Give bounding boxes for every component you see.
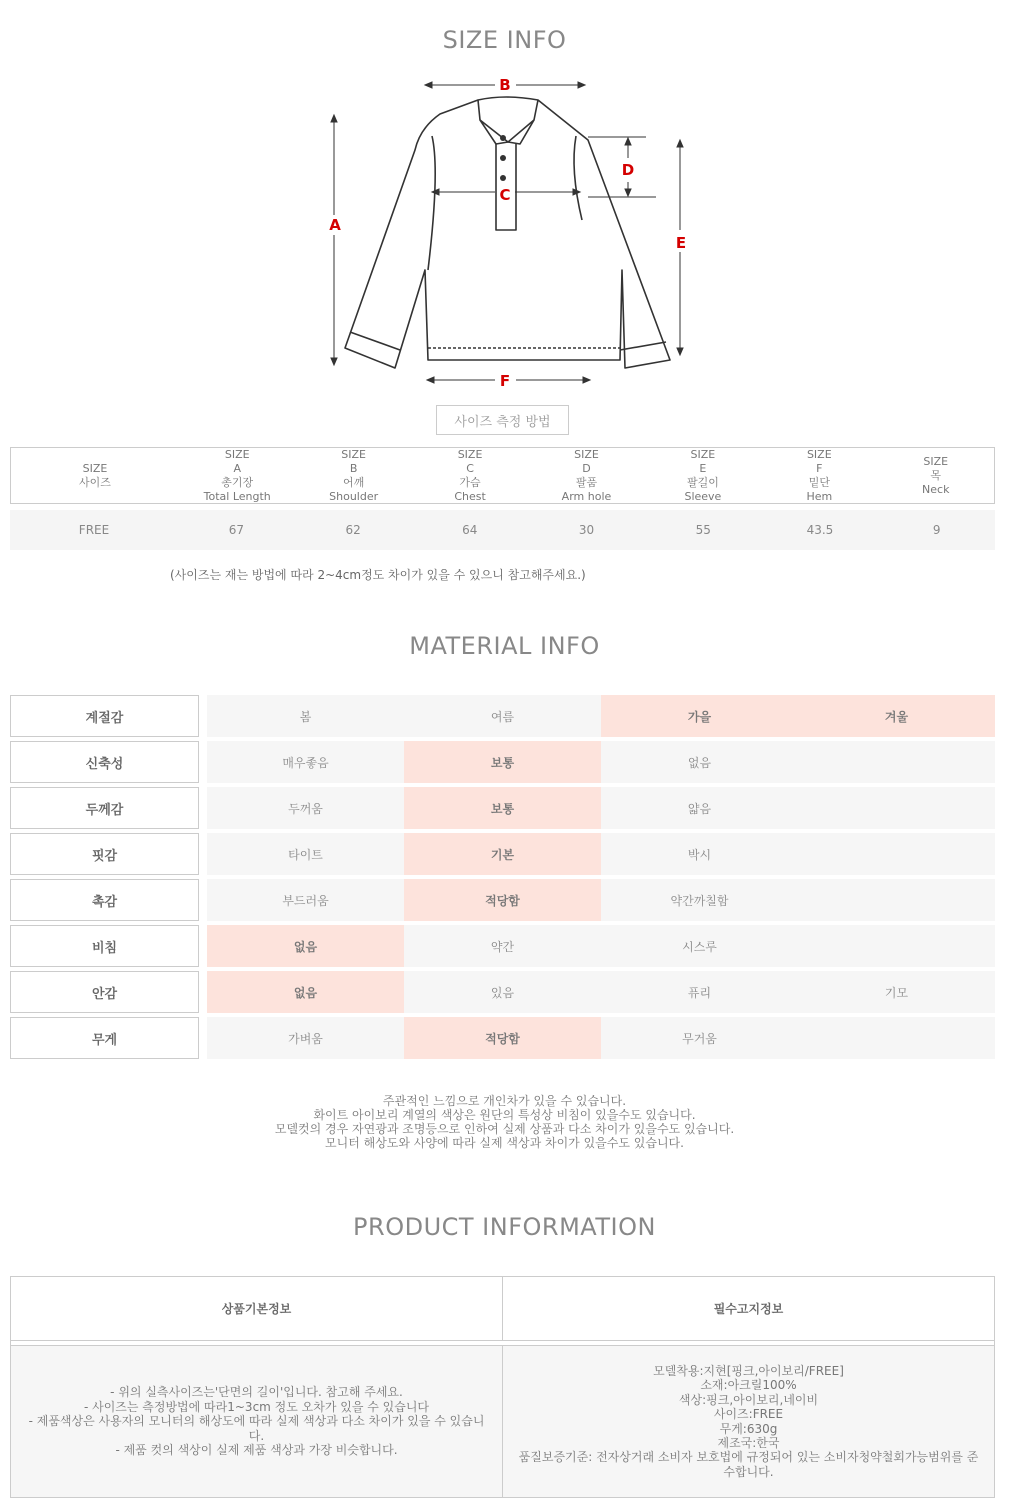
material-options: [207, 971, 995, 1013]
size-header-text: Shoulder: [329, 489, 379, 503]
size-header-text: Hem: [806, 489, 833, 503]
note-line: 주관적인 느낌으로 개인차가 있을 수 있습니다.: [382, 1094, 627, 1108]
material-label: 핏감: [10, 833, 199, 875]
material-option: 퓨리: [687, 985, 712, 1000]
product-info-body: [11, 1345, 994, 1497]
material-option: [798, 879, 995, 921]
size-header-text: Arm hole: [561, 489, 612, 503]
material-option: 가벼움: [288, 1031, 323, 1046]
size-header-text: 총기장: [221, 475, 254, 489]
material-label: 비침: [10, 925, 199, 967]
required-info-text: [502, 1346, 994, 1497]
size-note: (사이즈는 재는 방법에 따라 2~4cm정도 차이가 있을 수 있으니 참고해주세요.): [170, 568, 586, 582]
size-header-text: SIZE: [457, 447, 483, 461]
material-label: 안감: [10, 971, 199, 1013]
size-value-cell: FREE: [78, 523, 110, 537]
label-a: A: [329, 216, 341, 234]
size-header-text: SIZE: [690, 447, 716, 461]
material-row: [10, 1017, 995, 1059]
size-header-cell: [295, 448, 411, 503]
size-header-text: 사이즈: [79, 475, 111, 489]
size-header-text: 어깨: [343, 475, 365, 489]
material-option: [798, 925, 995, 967]
required-info-line: 소재:아크릴100%: [700, 1378, 797, 1393]
size-value-cell: 9: [932, 523, 941, 537]
note-line: 모델컷의 경우 자연광과 조명등으로 인하여 실제 상품과 다소 차이가 있을수도 있습니다.: [274, 1122, 735, 1136]
material-option-selected: 보통: [404, 787, 601, 829]
material-option: 무거움: [682, 1031, 717, 1046]
size-header-text: SIZE: [82, 461, 108, 475]
material-option: [798, 833, 995, 875]
material-option: 있음: [490, 985, 515, 1000]
material-label: 신축성: [10, 741, 199, 783]
size-header-cell: [761, 448, 877, 503]
basic-info-line: 다.: [248, 1428, 265, 1443]
material-option-selected: 기본: [404, 833, 601, 875]
size-header-text: E: [699, 461, 707, 475]
size-header-text: Neck: [922, 482, 950, 496]
size-table: [10, 447, 995, 550]
material-label: 두께감: [10, 787, 199, 829]
size-header-text: F: [816, 461, 823, 475]
material-options: [207, 741, 995, 783]
basic-info-line: - 위의 실측사이즈는'단면의 길이'입니다. 참고해 주세요.: [110, 1385, 403, 1400]
size-header-text: SIZE: [923, 454, 949, 468]
size-header-text: 팔품: [575, 475, 598, 489]
material-options: [207, 787, 995, 829]
material-options: [207, 1017, 995, 1059]
material-option: 타이트: [288, 847, 323, 862]
size-table-row: [10, 510, 995, 550]
required-info-line: 무게:630g: [719, 1421, 778, 1436]
required-info-line: 품질보증기준: 전자상거래 소비자 보호법에 규정되어 있는 소비자청약철회가능범위를 준: [518, 1450, 979, 1465]
size-header-text: SIZE: [574, 447, 599, 461]
material-option-selected: 적당함: [404, 1017, 601, 1059]
size-value-cell: 30: [578, 523, 595, 537]
material-option: 시스루: [682, 939, 717, 954]
size-header-cell: [528, 448, 644, 503]
shirt-measurement-diagram: [320, 70, 700, 400]
material-row: [10, 695, 995, 737]
material-option: [798, 1017, 995, 1059]
material-label: 무게: [10, 1017, 199, 1059]
size-value-cell: 55: [695, 523, 711, 537]
material-option: [798, 787, 995, 829]
required-info-heading: 필수고지정보: [502, 1277, 994, 1340]
material-option-selected: 겨울: [798, 695, 995, 737]
label-c: C: [499, 186, 511, 204]
size-header-text: A: [233, 461, 241, 475]
material-row: [10, 879, 995, 921]
material-option-selected: 가을: [601, 695, 798, 737]
material-option: 매우좋음: [282, 755, 329, 770]
material-label: 계절감: [10, 695, 199, 737]
material-table: [10, 695, 995, 1063]
material-row: [10, 741, 995, 783]
size-header-cell: [645, 448, 761, 503]
required-info-line: 색상:핑크,아이보리,네이비: [678, 1392, 819, 1407]
size-header-text: D: [582, 461, 591, 475]
size-header-cell: [412, 448, 528, 503]
material-row: [10, 833, 995, 875]
size-header-cell: [878, 448, 994, 503]
size-method-button[interactable]: 사이즈 측정 방법: [436, 405, 569, 435]
material-option-selected: 보통: [404, 741, 601, 783]
size-header-text: Chest: [454, 489, 486, 503]
product-info-header: [11, 1277, 994, 1341]
size-header-text: 목: [930, 468, 942, 482]
size-value-cell: 67: [228, 523, 244, 537]
note-line: 모니터 해상도와 사양에 따라 실제 색상과 차이가 있을수도 있습니다.: [325, 1136, 684, 1150]
material-option: 기모: [884, 985, 909, 1000]
material-row: [10, 925, 995, 967]
size-header-text: Total Length: [203, 489, 271, 503]
size-header-text: SIZE: [224, 447, 250, 461]
size-header-text: Sleeve: [684, 489, 722, 503]
label-e: E: [675, 234, 687, 252]
required-info-line: 제조국:한국: [717, 1435, 780, 1450]
material-option: 약간까칠함: [670, 893, 729, 908]
material-option: 봄: [299, 709, 312, 724]
label-d: D: [621, 161, 635, 179]
size-header-text: B: [349, 461, 358, 475]
basic-info-line: - 사이즈는 측정방법에 따라1~3cm 정도 오차가 있을 수 있습니다: [83, 1399, 430, 1414]
size-header-text: 가슴: [459, 475, 481, 489]
size-header-text: 밑단: [808, 475, 830, 489]
size-value-cell: 43.5: [806, 523, 834, 537]
material-option: 두꺼움: [288, 801, 323, 816]
basic-info-text: [11, 1346, 502, 1497]
size-table-header: [10, 447, 995, 504]
material-option: 박시: [687, 847, 712, 862]
material-info-title: MATERIAL INFO: [409, 632, 600, 660]
material-options: [207, 879, 995, 921]
material-option: 없음: [687, 755, 712, 770]
material-notes: [0, 1094, 1009, 1150]
material-options: [207, 833, 995, 875]
material-option: 여름: [490, 709, 515, 724]
material-options: [207, 925, 995, 967]
material-option: 약간: [490, 939, 515, 954]
note-line: 화이트 아이보리 계열의 색상은 원단의 특성상 비침이 있을수도 있습니다.: [313, 1108, 696, 1122]
required-info-line: 수합니다.: [723, 1464, 774, 1479]
size-header-text: C: [466, 461, 474, 475]
size-header-text: SIZE: [806, 447, 832, 461]
size-header-text: SIZE: [341, 447, 366, 461]
material-row: [10, 787, 995, 829]
label-b: B: [499, 76, 511, 94]
material-row: [10, 971, 995, 1013]
required-info-line: 사이즈:FREE: [713, 1407, 784, 1422]
product-info-title: PRODUCT INFORMATION: [353, 1213, 656, 1241]
material-label: 촉감: [10, 879, 199, 921]
material-options: [207, 695, 995, 737]
material-option-selected: 없음: [207, 925, 404, 967]
size-header-cell: [179, 448, 295, 503]
size-value-cell: 64: [462, 523, 478, 537]
material-option: 부드러움: [282, 893, 329, 908]
basic-info-line: - 제품 컷의 색상이 실제 제품 색상과 가장 비슷합니다.: [115, 1443, 398, 1458]
label-f: F: [499, 372, 511, 390]
material-option-selected: 없음: [207, 971, 404, 1013]
basic-info-line: - 제품색상은 사용자의 모니터의 해상도에 따라 실제 색상과 다소 차이가 있을 수 있습니: [28, 1414, 485, 1429]
size-info-title: SIZE INFO: [442, 26, 567, 54]
material-option: [798, 741, 995, 783]
required-info-line: 모델착용:지현[핑크,아이보리/FREE]: [653, 1363, 844, 1378]
product-info-table: [10, 1276, 995, 1498]
size-header-text: 팔길이: [686, 475, 719, 489]
size-value-cell: 62: [345, 523, 361, 537]
basic-info-heading: 상품기본정보: [221, 1302, 292, 1316]
material-option: 얇음: [687, 801, 712, 816]
material-option-selected: 적당함: [404, 879, 601, 921]
size-header-cell: [11, 448, 179, 503]
